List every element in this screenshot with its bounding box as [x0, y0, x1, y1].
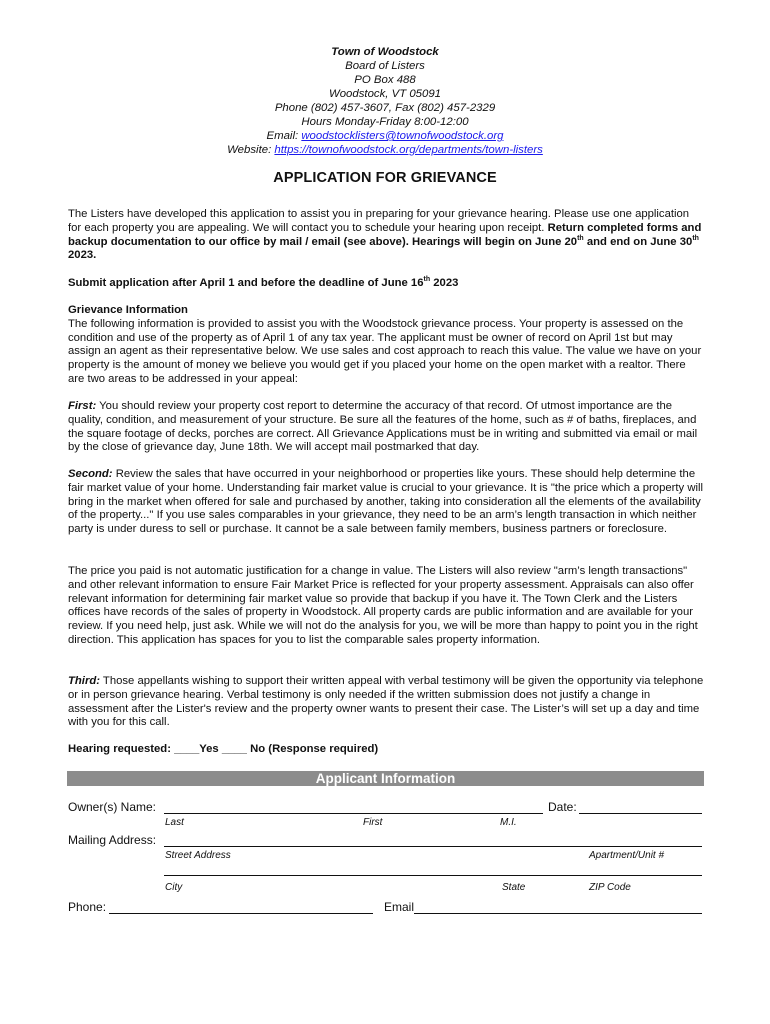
- intro-sup-a: th: [577, 234, 584, 242]
- phone-fax: Phone (802) 457-3607, Fax (802) 457-2329: [274, 102, 496, 114]
- email-line: [0, 129, 770, 143]
- board-name: Board of Listers: [345, 60, 425, 72]
- website-label: Website:: [227, 144, 275, 156]
- state-caption: State: [502, 882, 526, 893]
- grievance-information: [68, 304, 704, 387]
- first-paragraph: [68, 400, 704, 455]
- page-title: APPLICATION FOR GRIEVANCE: [273, 170, 497, 186]
- email-link[interactable]: woodstocklisters@townofwoodstock.org: [301, 130, 504, 142]
- grievance-text: The following information is provided to assist you with the Woodstock grievance process. Your property is assessed on the condition and use of the property as of April 1 of any tax year. The applicant must be owner of record on April 1st but may assign an agent as their representative below. We use sales and cost approach to reach this value. The value we have on your property is the amount of money we believe you would get if you placed your home on the open market with a realtor. There are two areas to be addressed in your appeal:: [68, 317, 702, 385]
- deadline-line: [68, 277, 704, 291]
- city-state-zip-field[interactable]: [164, 875, 702, 876]
- date-field[interactable]: [579, 813, 702, 814]
- deadline-text: Submit application after April 1 and before the deadline of June 16: [68, 277, 424, 289]
- apartment-unit-caption: Apartment/Unit #: [589, 850, 665, 861]
- first-text: You should review your property cost report to determine the accuracy of that record. Of utmost importance are the quality, condition, and measurement of your structure. Be sure all the features of the home, such as # of baths, fireplaces, and the square footage of decks, porches are correct. All Grievance Applications must be in writing and submitted via email or mail by the close of grievance day, June 18th. We will accept mail postmarked that day.: [68, 400, 698, 454]
- third-paragraph: [68, 675, 704, 730]
- second-label: Second:: [68, 468, 113, 480]
- date-label: Date:: [548, 800, 577, 814]
- town-name: Town of Woodstock: [331, 46, 439, 58]
- grievance-heading: Grievance Information: [68, 304, 188, 316]
- street-address-field[interactable]: [164, 846, 702, 847]
- office-hours: Hours Monday-Friday 8:00-12:00: [301, 116, 469, 128]
- owners-name-field[interactable]: [164, 813, 543, 814]
- phone-label: Phone:: [68, 900, 107, 914]
- third-text: Those appellants wishing to support their written appeal with verbal testimony will be given the opportunity via telephone or in person grievance hearing. Verbal testimony is only needed if the written submission does not justify a change in assessment after the Lister's review and the property owner wants to present their case. The Lister’s will set up a day and time with you for this call.: [68, 675, 704, 729]
- second-text: Review the sales that have occurred in your neighborhood or properties like yours. These should help determine the fair market value of your home. Understanding fair market value is crucial to your grievance. It is "the price which a property will bring in the market when offered for sale and purchased by another, taking into consideration all the elements of the availability of the property..." If you use sales comparables in your grievance, they need to be an arm’s length transaction in which neither party is under duress to sell or purchase. It cannot be a sale between family members, business partners or foreclosure.: [68, 468, 704, 536]
- intro-text: The Listers have developed this application to assist you in preparing for your grievance hearing. Please use one application for each property you are appealing. We will contact you to schedule your hearing upon receipt.: [68, 208, 690, 234]
- owners-name-label: Owner(s) Name:: [68, 800, 157, 814]
- last-name-caption: Last: [165, 817, 184, 828]
- intro-bold-a: Return completed forms and backup documentation to our office by mail / email (see above). Hearings will begin on June 20: [68, 221, 702, 248]
- phone-field[interactable]: [109, 913, 373, 914]
- intro-paragraph: [68, 208, 704, 263]
- middle-initial-caption: M.I.: [500, 817, 517, 828]
- letterhead: [0, 45, 770, 157]
- zip-code-caption: ZIP Code: [589, 882, 631, 893]
- price-paragraph: The price you paid is not automatic justification for a change in value. The Listers will also review "arm’s length transactions" and other relevant information to ensure Fair Market Price is reflected for your property assessment. Appraisals can also offer relevant information for determining fair market value so provide that backup if you have it. The Town Clerk and the Listers offices have records of the sales of property in Woodstock. All property cards are public information and are available for your review. If you need help, just ask. While we will not do the analysis for you, we will be more than happy to point you in the right direction. This application has spaces for you to list the comparable sales property information.: [68, 565, 698, 646]
- city-caption: City: [165, 882, 183, 893]
- website-line: [0, 143, 770, 157]
- email-label: Email: [384, 900, 415, 914]
- city-state: Woodstock, VT 05091: [328, 88, 442, 100]
- second-paragraph: [68, 468, 704, 537]
- intro-bold-c: 2023.: [68, 249, 97, 262]
- po-box: PO Box 488: [354, 74, 416, 86]
- applicant-information-heading: Applicant Information: [67, 771, 704, 786]
- email-field[interactable]: [414, 913, 702, 914]
- third-label: Third:: [68, 675, 100, 687]
- intro-bold-b: and end on June 30: [583, 235, 693, 248]
- deadline-sup: th: [423, 276, 431, 284]
- website-link[interactable]: https://townofwoodstock.org/departments/town-listers: [274, 144, 543, 156]
- hearing-requested[interactable]: Hearing requested: ____Yes ____ No (Response required): [68, 743, 379, 755]
- email-label: Email:: [266, 130, 302, 142]
- intro-sup-b: th: [692, 234, 699, 242]
- first-label: First:: [68, 400, 97, 412]
- street-address-caption: Street Address: [165, 850, 231, 861]
- mailing-address-label: Mailing Address:: [68, 833, 157, 847]
- first-name-caption: First: [363, 817, 383, 828]
- deadline-year: 2023: [430, 277, 459, 289]
